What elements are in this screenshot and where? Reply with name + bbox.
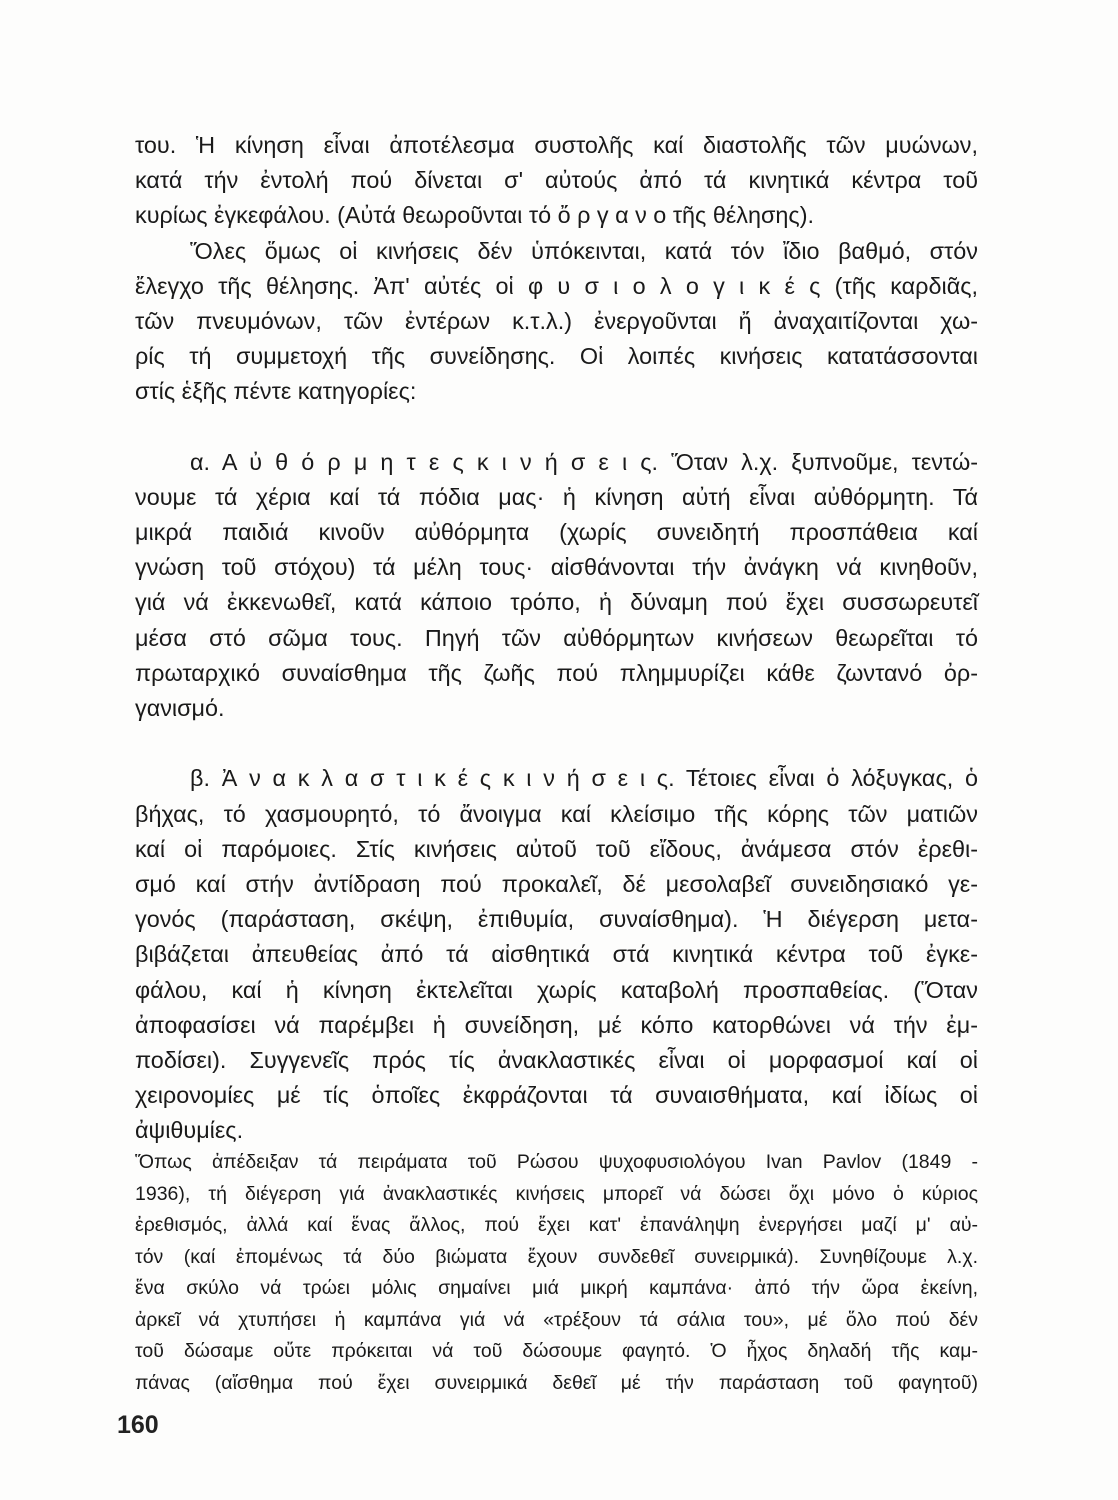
footnote-line: τόν (καί ἐπομένως τά δύο βιώματα ἔχουν συνδεθεῖ συνειρμικά). Συνηθίζουμε λ.χ. [135,1245,978,1268]
footnote-line: τοῦ δώσαμε οὔτε πρόκειται νά τοῦ δώσουμε φαγητό. Ὁ ἦχος δηλαδή τῆς καμ- [135,1340,978,1362]
text-line: πρωταρχικό συναίσθημα τῆς ζωῆς πού πλημμυρίζει κάθε ζωντανό ὀρ- [135,659,978,686]
text-line: Ὅλες ὅμως οἱ κινήσεις δέν ὑπόκεινται, κατά τόν ἴδιο βαθμό, στόν [190,237,978,264]
text-line: γανισμό. [135,695,225,721]
text-line: ρίς τή συμμετοχή τῆς συνείδησης. Οἱ λοιπές κινήσεις κατατάσσονται [135,343,978,370]
footnote [135,1147,978,1399]
main-text [135,128,978,1148]
text-line: μικρά παιδιά κινοῦν αὐθόρμητα (χωρίς συνειδητή προσπάθεια καί [135,519,978,546]
text-line: του. Ἡ κίνηση εἶναι ἀποτέλεσμα συστολῆς καί διαστολῆς τῶν μυώνων, [135,132,978,158]
text-line: χειρονομίες μέ τίς ὁποῖες ἐκφράζονται τά συναισθήματα, καί ἰδίως οἱ [135,1082,978,1109]
text-line: γνώση τοῦ στόχου) τά μέλη τους· αἰσθάνονται τήν ἀνάγκη νά κινηθοῦν, [135,554,978,581]
text-line: στίς ἑξῆς πέντε κατηγορίες: [135,378,417,405]
footnote-line: Ὅπως ἀπέδειξαν τά πειράματα τοῦ Ρώσου ψυχοφυσιολόγου Ivan Pavlov (1849 - [135,1151,978,1173]
text-line: φάλου, καί ἡ κίνηση ἐκτελεῖται χωρίς καταβολή προσπαθείας. (Ὅταν [135,976,978,1003]
text-line: τῶν πνευμόνων, τῶν ἐντέρων κ.τ.λ.) ἐνεργοῦνται ἤ ἀναχαιτίζονται χω- [135,307,978,334]
text-line: κυρίως ἐγκεφάλου. (Αὐτά θεωροῦνται τό ὄ ρ γ α ν ο τῆς θέλησης). [135,202,814,229]
text-line: ποδίσει). Συγγενεῖς πρός τίς ἀνακλαστικές εἶναι οἱ μορφασμοί καί οἱ [135,1046,978,1073]
page-number: 160 [117,1411,159,1439]
blank-line [135,410,978,445]
text-line: β. Ἀ ν α κ λ α σ τ ι κ έ ς κ ι ν ή σ ε ι ς. Τέτοιες εἶναι ὁ λόξυγκας, ὁ [190,765,978,792]
footnote-line: πάνας (αἴσθημα πού ἔχει συνειρμικά δεθεῖ μέ τήν παράσταση τοῦ φαγητοῦ) [135,1371,978,1394]
text-line: μέσα στό σῶμα τους. Πηγή τῶν αὐθόρμητων κινήσεων θεωρεῖται τό [135,624,978,651]
footnote-line: ἐρεθισμός, ἀλλά καί ἕνας ἄλλος, πού ἔχει κατ' ἐπανάληψη ἐνεργήσει μαζί μ' αὐ- [135,1214,978,1236]
footnote-line: ἀρκεῖ νά χτυπήσει ἡ καμπάνα γιά νά «τρέξουν τά σάλια του», μέ ὅλο πού δέν [135,1308,978,1331]
text-line: α. Α ὐ θ ό ρ μ η τ ε ς κ ι ν ή σ ε ι ς. Ὅταν λ.χ. ξυπνοῦμε, τεντώ- [190,448,978,475]
blank-line [135,726,978,761]
text-line: ἀποφασίσει νά παρέμβει ἡ συνείδηση, μέ κόπο κατορθώνει νά τήν ἐμ- [135,1011,978,1038]
text-line: ἀψιθυμίες. [135,1117,244,1144]
text-line: νουμε τά χέρια καί τά πόδια μας· ἡ κίνηση αὐτή εἶναι αὐθόρμητη. Τά [135,483,978,510]
text-line: ἔλεγχο τῆς θέλησης. Ἀπ' αὐτές οἱ φ υ σ ι ο λ ο γ ι κ έ ς (τῆς καρδιᾶς, [135,272,978,299]
text-line: σμό καί στήν ἀντίδραση πού προκαλεῖ, δέ μεσολαβεῖ συνειδησιακό γε- [135,870,978,897]
text-line: καί οἱ παρόμοιες. Στίς κινήσεις αὐτοῦ τοῦ εἴδους, ἀνάμεσα στόν ἐρεθι- [135,835,978,862]
text-line: γονός (παράσταση, σκέψη, ἐπιθυμία, συναίσθημα). Ἡ διέγερση μετα- [135,906,978,933]
text-line: βιβάζεται ἀπευθείας ἀπό τά αἰσθητικά στά κινητικά κέντρα τοῦ ἐγκε- [135,941,978,968]
text-line: γιά νά ἐκκενωθεῖ, κατά κάποιο τρόπο, ἡ δύναμη πού ἔχει συσσωρευτεῖ [135,589,978,616]
footnote-line: 1936), τή διέγερση γιά ἀνακλαστικές κινήσεις μπορεῖ νά δώσει ὄχι μόνο ὁ κύριος [135,1182,978,1205]
text-line: βήχας, τό χασμουρητό, τό ἄνοιγμα καί κλείσιμο τῆς κόρης τῶν ματιῶν [135,800,978,827]
footnote-line: ἕνα σκύλο νά τρώει μόλις σημαίνει μιά μικρή καμπάνα· ἀπό τήν ὥρα ἐκείνη, [135,1277,978,1299]
text-line: κατά τήν ἐντολή πού δίνεται σ' αὐτούς ἀπό τά κινητικά κέντρα τοῦ [135,167,978,194]
